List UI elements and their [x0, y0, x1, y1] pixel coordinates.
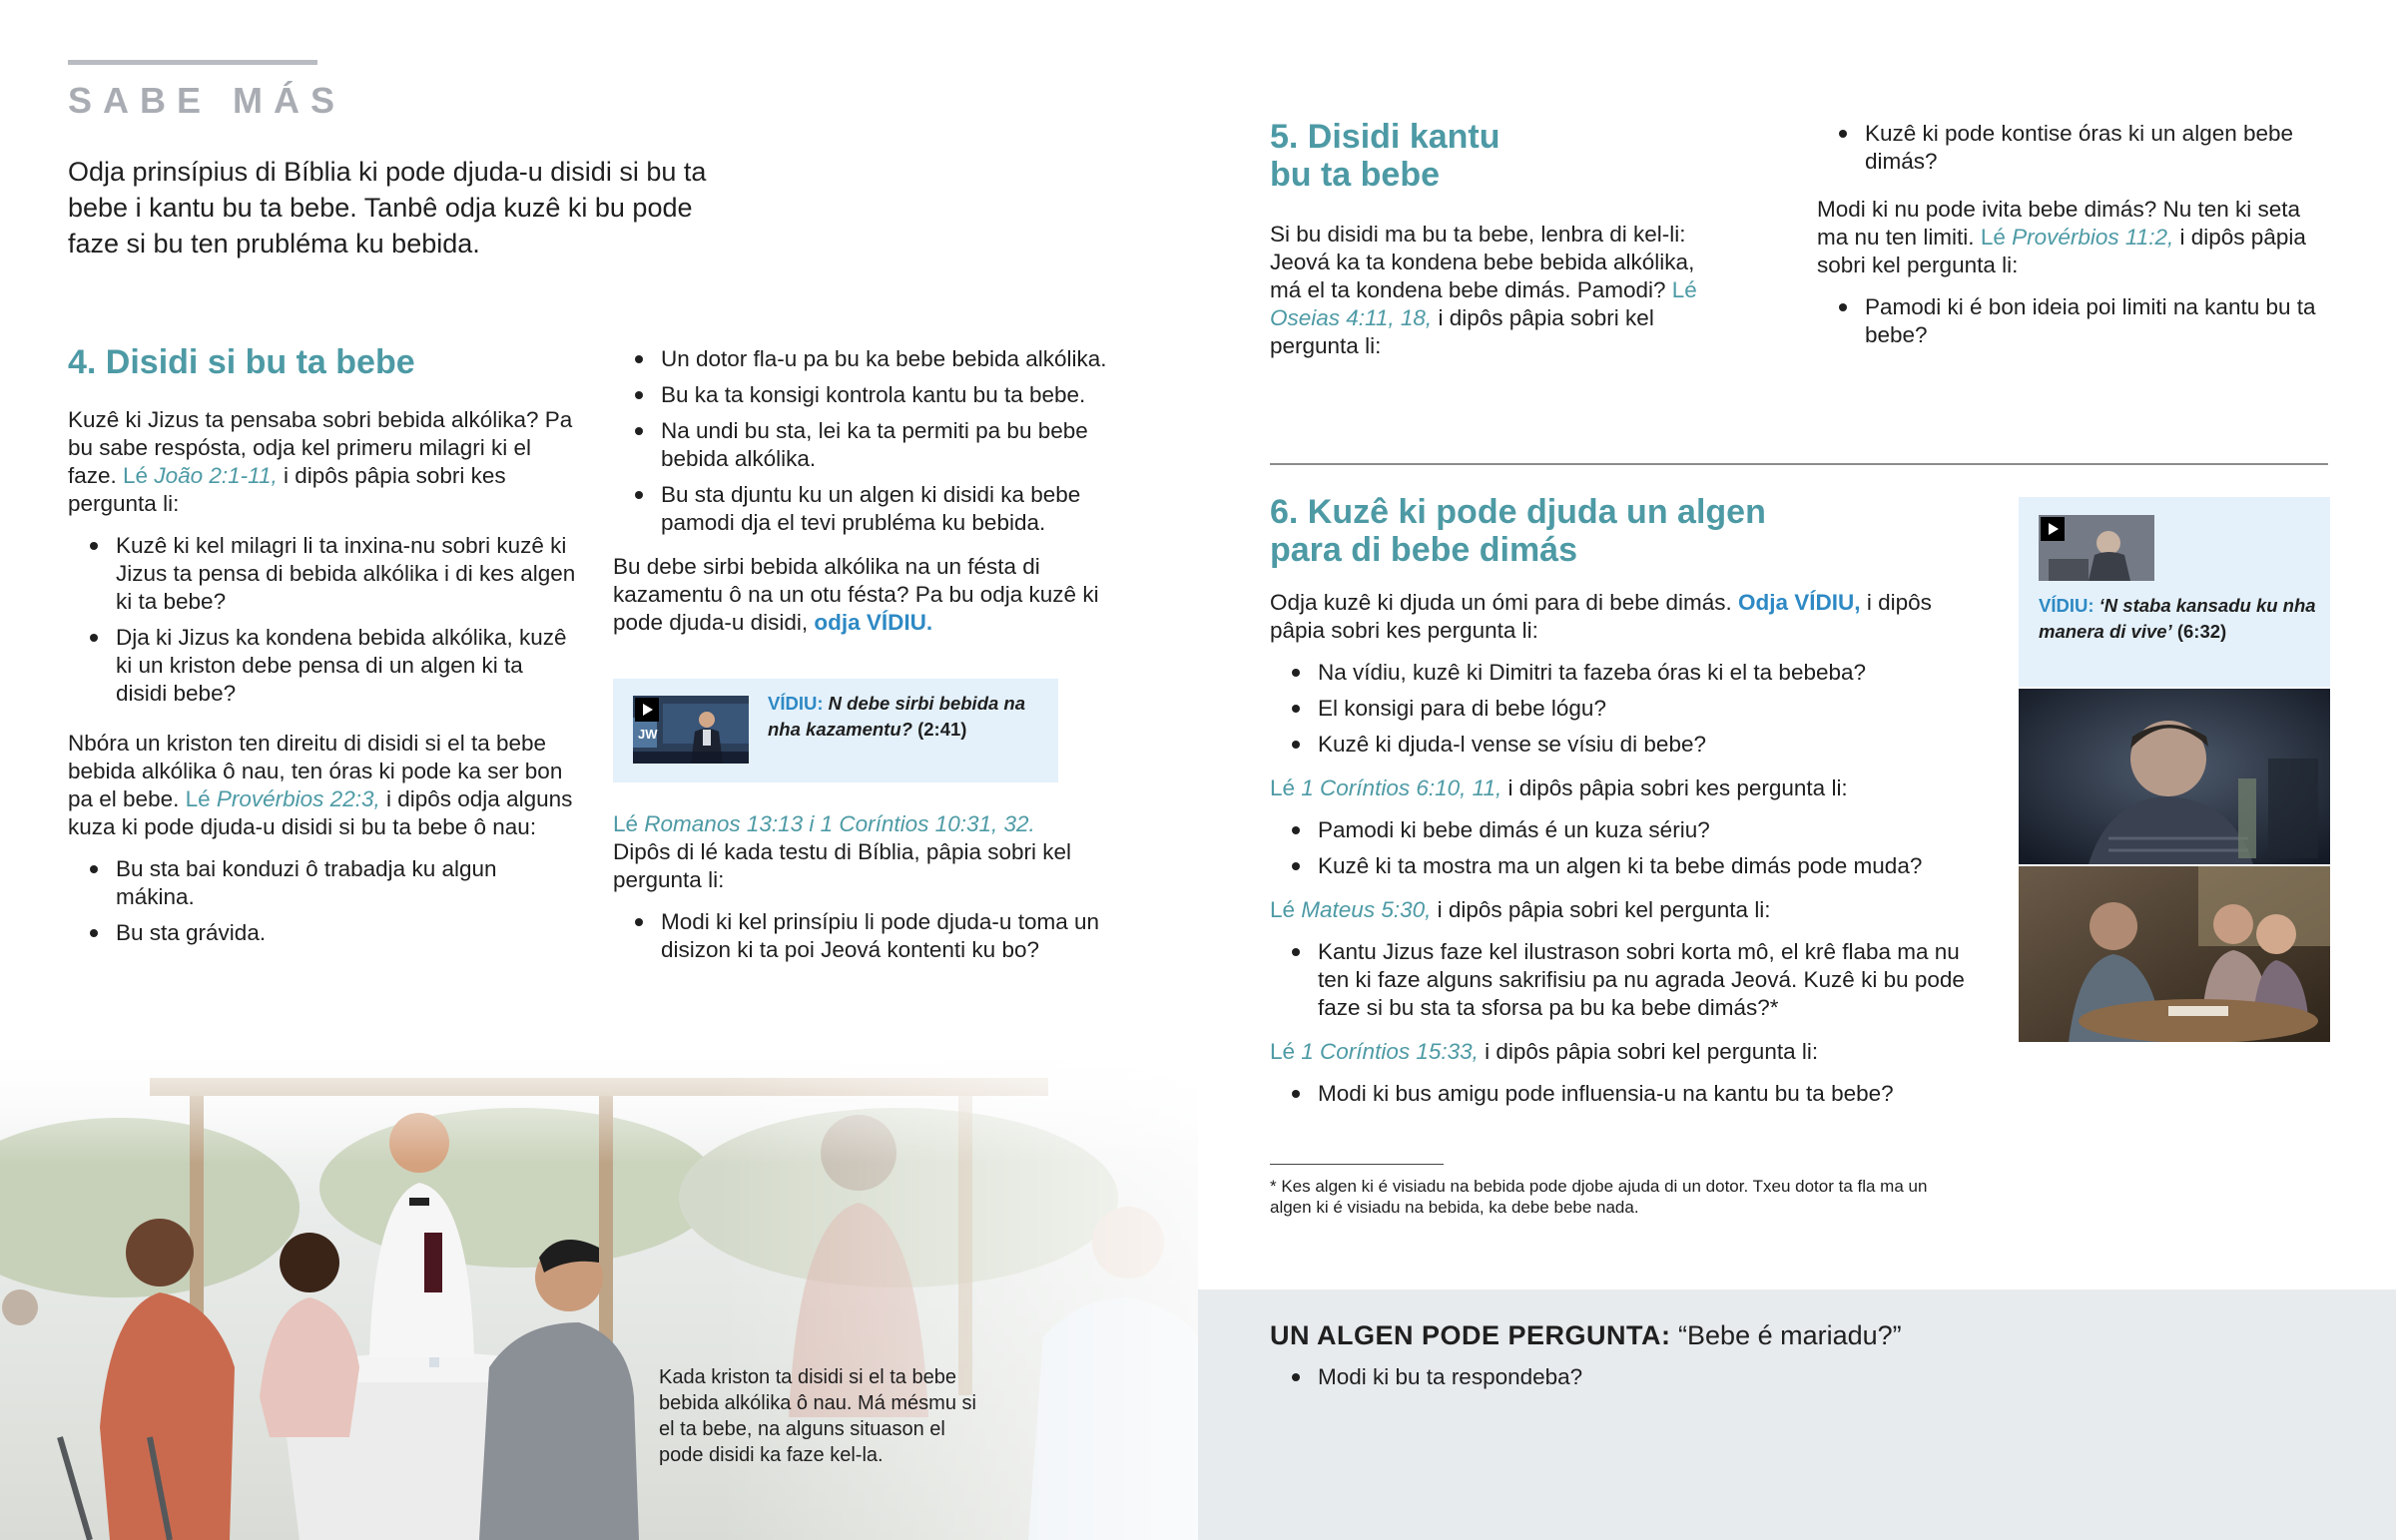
list-item: Na vídiu, kuzê ki Dimitri ta fazeba óras ki el ta bebeba? — [1270, 659, 1969, 687]
section-4-paragraph-4: Lé Romanos 13:13 i 1 Coríntios 10:31, 32. Dipôs di lé kada testu di Bíblia, pâpia sobri kel pergunta li: — [613, 811, 1072, 892]
section-4-question-list-2 — [613, 908, 1132, 964]
someone-may-ask-list — [1270, 1363, 2069, 1391]
video-caption: VÍDIU: ‘N staba kansadu ku nha manera di vive’ (6:32) — [2039, 595, 2316, 642]
video-card-wedding[interactable] — [613, 679, 1058, 782]
scripture-link-joao[interactable]: João 2:1-11, — [154, 463, 278, 488]
section-6-body — [1270, 589, 1969, 1116]
list-item: Bu ka ta konsigi kontrola kantu bu ta bebe. — [613, 381, 1132, 409]
section-6-paragraph-2: Lé 1 Coríntios 6:10, 11, i dipôs pâpia sobri kes pergunta li: — [1270, 775, 1848, 800]
section-5-title: 5. Disidi kantu bu ta bebe — [1270, 118, 1500, 194]
illustration-caption: Kada kriston ta disidi si el ta bebe bebida alkólika ô nau. Má mésmu si el ta bebe, na alguns situason el pode disidi ka faze kel-la. — [659, 1366, 976, 1466]
section-5-question-list-1 — [1817, 120, 2316, 176]
restaurant-illustration — [0, 1038, 1198, 1540]
section-5-column-1 — [1270, 221, 1729, 360]
section-4-column-1 — [68, 406, 577, 955]
scripture-link-romanos-corintios[interactable]: Romanos 13:13 i 1 Coríntios 10:31, 32. — [644, 811, 1035, 836]
someone-may-ask-questions — [1270, 1363, 2069, 1399]
section-4-question-list-1 — [68, 532, 577, 708]
video-link[interactable]: Odja VÍDIU, — [1738, 590, 1861, 615]
video-caption: VÍDIU: N debe sirbi bebida na nha kazamentu? (2:41) — [768, 693, 1026, 740]
list-item: Kuzê ki ta mostra ma un algen ki ta bebe dimás pode muda? — [1270, 852, 1969, 880]
video-link[interactable]: odja VÍDIU. — [814, 610, 933, 635]
list-item: Bu sta grávida. — [68, 919, 577, 947]
list-item: Un dotor fla-u pa bu ka bebe bebida alkólika. — [613, 345, 1132, 373]
list-item: Pamodi ki é bon ideia poi limiti na kantu bu ta bebe? — [1817, 293, 2316, 349]
section-5-paragraph-1: Si bu disidi ma bu ta bebe, lenbra di kel-li: Jeová ka ta kondena bebe bebida alkólika, má el ta kondena bebe dimás. Pamodi? Lé Oseias 4:11, 18, i dipôs pâpia sobri kel pergunta li: — [1270, 222, 1697, 358]
someone-may-ask-label: UN ALGEN PODE PERGUNTA: — [1270, 1320, 1671, 1350]
list-item: Kantu Jizus faze kel ilustrason sobri korta mô, el krê flaba ma nu ten ki faze alguns sakrifisiu pa nu agrada Jeová. Kuzê ki bu pode faze si bu sta ta sforsa pa bu ka bebe dimás?* — [1270, 938, 1969, 1022]
section-5-column-2 — [1817, 120, 2316, 357]
scripture-link-1-corintios-15[interactable]: 1 Coríntios 15:33, — [1301, 1039, 1479, 1064]
list-item: Kuzê ki pode kontise óras ki un algen bebe dimás? — [1817, 120, 2316, 176]
section-6-question-list-4 — [1270, 1080, 1969, 1108]
section-5-question-list-2 — [1817, 293, 2316, 349]
scripture-link-mateus[interactable]: Mateus 5:30, — [1301, 897, 1432, 922]
photo-family-studying — [2019, 866, 2330, 1042]
footnote-rule — [1270, 1164, 1444, 1165]
list-item: Bu sta bai konduzi ô trabadja ku algun mákina. — [68, 855, 577, 911]
list-item: Na undi bu sta, lei ka ta permiti pa bu bebe bebida alkólika. — [613, 417, 1132, 473]
list-item: Pamodi ki bebe dimás é un kuza sériu? — [1270, 816, 1969, 844]
section-6-paragraph-3: Lé Mateus 5:30, i dipôs pâpia sobri kel pergunta li: — [1270, 897, 1771, 922]
section-label: SABE MÁS — [68, 80, 346, 121]
section-6-question-list-3 — [1270, 938, 1969, 1022]
section-4-reading — [613, 810, 1132, 972]
situations-list — [68, 855, 577, 947]
family-study-image — [2019, 866, 2330, 1042]
section-6-question-list-1 — [1270, 659, 1969, 759]
list-item: Bu sta djuntu ku un algen ki disidi ka bebe pamodi dja el tevi prubléma ku bebida. — [613, 481, 1132, 537]
someone-may-ask — [1270, 1319, 1902, 1351]
section-6-paragraph-1: Odja kuzê ki djuda un ómi para di bebe dimás. Odja VÍDIU, i dipôs pâpia sobri kes pergunta li: — [1270, 590, 1932, 643]
section-6-paragraph-4: Lé 1 Coríntios 15:33, i dipôs pâpia sobri kel pergunta li: — [1270, 1039, 1819, 1064]
scripture-link-oseias[interactable]: Oseias 4:11, 18, — [1270, 305, 1433, 330]
section-divider — [1270, 463, 2328, 465]
section-4-title: 4. Disidi si bu ta bebe — [68, 343, 415, 381]
section-4-column-2 — [613, 343, 1132, 637]
list-item: Kuzê ki djuda-l vense se vísiu di bebe? — [1270, 731, 1969, 759]
footnote: * Kes algen ki é visiadu na bebida pode djobe ajuda di un dotor. Txeu dotor ta fla ma un algen ki é visiadu na bebida, ka debe bebe nada. — [1270, 1177, 1928, 1217]
scripture-link-proverbios-11[interactable]: Provérbios 11:2, — [2012, 225, 2174, 250]
man-drinking-image — [2019, 689, 2330, 864]
section-4-paragraph-1: Kuzê ki Jizus ta pensaba sobri bebida alkólika? Pa bu sabe respósta, odja kel primeru milagri ki el faze. Lé João 2:1-11, i dipôs pâpia sobri kes pergunta li: — [68, 407, 573, 516]
section-5-paragraph-2: Modi ki nu pode ivita bebe dimás? Nu ten ki seta ma nu ten limiti. Lé Provérbios 11:2, i dipôs pâpia sobri kel pergunta li: — [1817, 197, 2306, 277]
scripture-link-1-corintios-6[interactable]: 1 Coríntios 6:10, 11, — [1301, 775, 1502, 800]
section-4-paragraph-2: Nbóra un kriston ten direitu di disidi si el ta bebe bebida alkólika ô nau, ten óras ki pode ka ser bon pa el bebe. Lé Provérbios 22:3, i dipôs odja alguns kuza ki pode djuda-u disidi si bu ta bebe ô nau: — [68, 731, 573, 839]
play-icon[interactable] — [2041, 517, 2065, 541]
section-6-title: 6. Kuzê ki pode djuda un algen para di bebe dimás — [1270, 493, 1766, 569]
intro-paragraph: Odja prinsípius di Bíblia ki pode djuda-u disidi si bu ta bebe i kantu bu ta bebe. Tanbê odja kuzê ki bu pode faze si bu ten prubléma ku bebida. — [68, 157, 707, 258]
list-item: Dja ki Jizus ka kondena bebida alkólika, kuzê ki un kriston debe pensa di un algen ki ta disidi bebe? — [68, 624, 577, 708]
someone-may-ask-quote: “Bebe é mariadu?” — [1678, 1320, 1902, 1350]
list-item: El konsigi para di bebe lógu? — [1270, 695, 1969, 723]
photo-man-drinking — [2019, 689, 2330, 864]
list-item: Kuzê ki kel milagri li ta inxina-nu sobri kuzê ki Jizus ta pensa di bebida alkólika i di kes algen ki ta bebe? — [68, 532, 577, 616]
section-6-question-list-2 — [1270, 816, 1969, 880]
list-item: Modi ki bus amigu pode influensia-u na kantu bu ta bebe? — [1270, 1080, 1969, 1108]
situations-list-continued — [613, 345, 1132, 537]
scripture-link-proverbios[interactable]: Provérbios 22:3, — [216, 786, 380, 811]
video-card-dimitri[interactable] — [2019, 497, 2330, 687]
dinner-scene-image — [0, 1038, 1198, 1540]
list-item: Modi ki bu ta respondeba? — [1270, 1363, 2069, 1391]
list-item: Modi ki kel prinsípiu li pode djuda-u toma un disizon ki ta poi Jeová kontenti ku bo? — [613, 908, 1132, 964]
play-icon[interactable] — [635, 698, 659, 722]
jw-logo-icon: JW — [638, 727, 658, 742]
section-4-paragraph-3: Bu debe sirbi bebida alkólika na un fésta di kazamentu ô na un otu fésta? Pa bu odja kuzê ki pode djuda-u disidi, odja VÍDIU. — [613, 554, 1099, 635]
header-rule — [68, 60, 317, 65]
